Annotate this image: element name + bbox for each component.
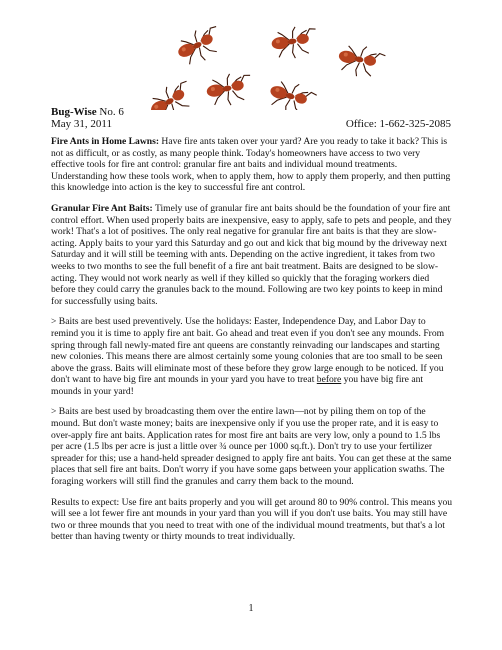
newsletter-header [51,106,451,130]
ant-icon [204,70,254,108]
page-number: 1 [248,603,254,614]
issue-date: May 31, 2011 [51,118,113,130]
granular-heading: Granular Fire Ant Baits: [51,202,153,214]
ant-icon [173,22,227,69]
ant-icon [270,24,319,61]
granular-paragraph: Granular Fire Ant Baits: Timely use of granular fire ant baits should be the foundation of your fire ant control effort. When used properly baits are inexpensive, easy to apply, safe to pets and people, and they work! That's a lot of positives. The only real negative for granular fire ant baits is that they are slow-acting. Apply baits to your yard this Saturday and go out and kick that big mound by the driveway next Saturday and it will still be teeming with ants. Depending on the active ingredient, it takes from two weeks to two months to see the full benefit of a fire ant bait treatment. Baits are designed to be slow-acting. They would not work nearly as well if they killed so quickly that the foraging workers died before they could carry the granules back to the mound. Following are two key points to keep in mind for successfully using baits. [51,202,452,307]
ant-icon [265,76,318,110]
ant-icon [335,41,386,81]
results-paragraph: Results to expect: Use fire ant baits properly and you will get around 80 to 90% control. This means you will see a lot fewer fire ant mounds in your yard than you will if you don't use baits. You may still have two or three mounds that you need to treat with one of the individual mound treatments, but that's a lot better than having twenty or thirty mounds to treat individually. [51,496,453,543]
article-body [51,136,453,552]
fire-ant-illustrations [0,0,502,110]
intro-heading: Fire Ants in Home Lawns: [51,136,160,147]
office-phone: Office: 1-662-325-2085 [345,118,451,130]
point-broadcast-paragraph: > Baits are best used by broadcasting them over the entire lawn—not by piling them on top of the mound. But don't waste money; baits are inexpensive only if you use the proper rate, and it is easy to over-apply fire ant baits. Application rates for most fire ant baits are very low, only a pound to 1.5 lbs per acre (1.5 lbs per acre is just a little over ¾ ounce per 1000 sq.ft.). Don't try to use your fertilizer spreader for this; use a hand-held spreader designed to apply fire ant baits. You can get these at the same places that sell fire ant baits. Don't worry if you have some gaps between your application swaths. The foraging workers will still find the granules and carry them back to the mound. [51,406,452,488]
intro-paragraph: Fire Ants in Home Lawns: Have fire ants taken over your yard? Are you ready to take it back? This is not as difficult, or as costly, as many people think. Today's homeowners have access to two very effective tools for fire ant control: granular fire ant baits and individual mound treatments. Understanding how these tools work, when to apply them, how to apply them properly, and then putting this knowledge into action is the key to successful fire ant control. [51,136,451,194]
point-preventive-paragraph: > Baits are best used preventively. Use the holidays: Easter, Independence Day, and Labor Day to remind you it is time to apply fire ant bait. Go ahead and treat even if you don't see any mounds. From spring through fall newly-mated fire ant queens are constantly reinvading our landscapes and starting new colonies. This means there are almost certainly some young colonies that are too small to be seen above the grass. Baits will eliminate most of these before they grow large enough to be noticed. If you don't want to have big fire ant mounds in your yard you have to treat before you have big fire ant mounds in your yard! [51,316,445,397]
newsletter-title: Bug-Wise No. 6 [51,106,124,118]
